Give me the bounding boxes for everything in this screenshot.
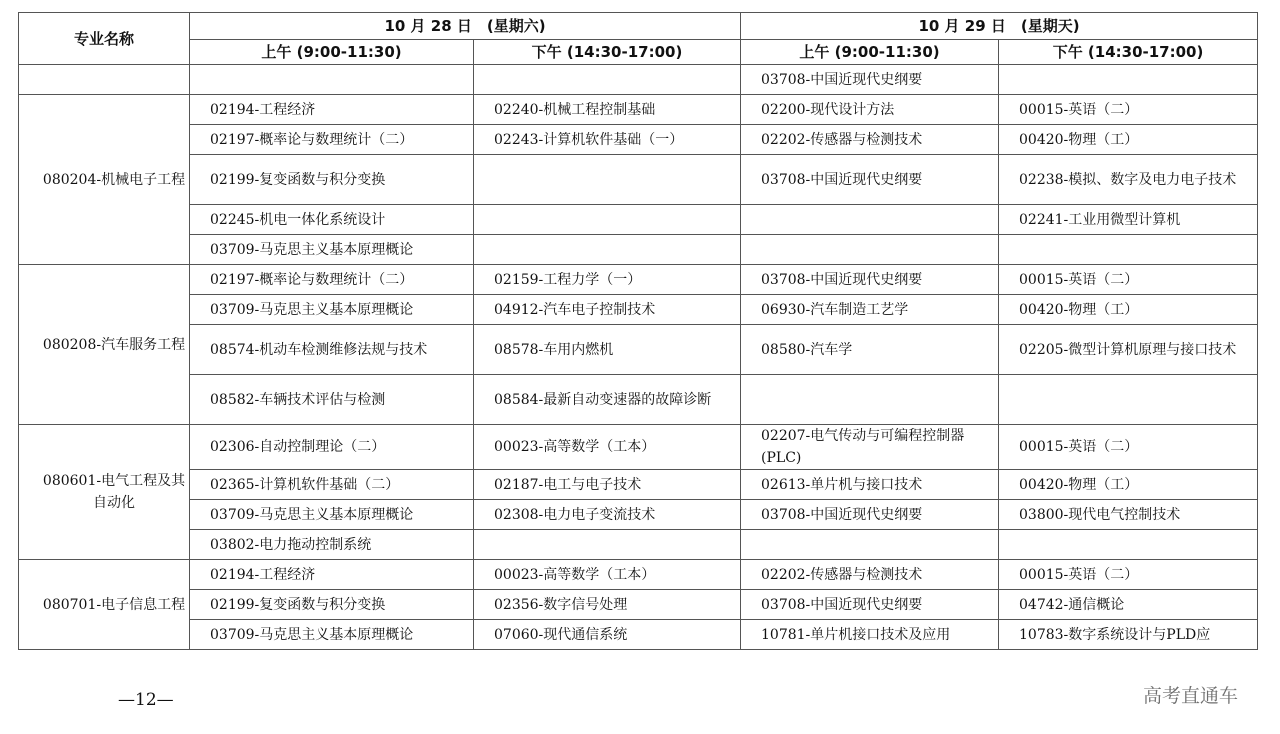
course-cell: 00015-英语（二） <box>999 265 1258 295</box>
table-row <box>19 530 1258 560</box>
course-cell: 02241-工业用微型计算机 <box>999 205 1258 235</box>
major-cell: 080208-汽车服务工程 <box>19 265 190 425</box>
course-cell: 03708-中国近现代史纲要 <box>741 155 999 205</box>
course-cell: 00023-高等数学（工本） <box>474 425 741 470</box>
table-row <box>19 560 1258 590</box>
course-cell: 03709-马克思主义基本原理概论 <box>190 235 474 265</box>
table-row <box>19 470 1258 500</box>
header-day2: 10 月 29 日 (星期天) <box>741 13 1258 40</box>
course-cell: 00420-物理（工） <box>999 295 1258 325</box>
header-day1: 10 月 28 日 (星期六) <box>190 13 741 40</box>
course-cell: 02194-工程经济 <box>190 560 474 590</box>
table-row <box>19 65 1258 95</box>
table-row <box>19 325 1258 375</box>
major-cell: 080601-电气工程及其自动化 <box>19 425 190 560</box>
course-cell: 02199-复变函数与积分变换 <box>190 590 474 620</box>
course-cell: 02306-自动控制理论（二） <box>190 425 474 470</box>
table-row <box>19 125 1258 155</box>
course-cell: 02199-复变函数与积分变换 <box>190 155 474 205</box>
course-cell: 02356-数字信号处理 <box>474 590 741 620</box>
course-cell: 03709-马克思主义基本原理概论 <box>190 295 474 325</box>
course-cell: 03709-马克思主义基本原理概论 <box>190 620 474 650</box>
table-row <box>19 620 1258 650</box>
course-cell: 03709-马克思主义基本原理概论 <box>190 500 474 530</box>
course-cell: 03800-现代电气控制技术 <box>999 500 1258 530</box>
course-cell: 02197-概率论与数理统计（二） <box>190 125 474 155</box>
table-row <box>19 425 1258 470</box>
major-cell <box>19 65 190 95</box>
course-cell <box>474 530 741 560</box>
table-row <box>19 590 1258 620</box>
course-cell: 02207-电气传动与可编程控制器(PLC) <box>741 425 999 470</box>
table-row <box>19 95 1258 125</box>
table-row <box>19 265 1258 295</box>
major-cell: 080204-机械电子工程 <box>19 95 190 265</box>
course-cell: 02308-电力电子变流技术 <box>474 500 741 530</box>
course-cell <box>999 375 1258 425</box>
course-cell <box>741 235 999 265</box>
header-day1-am: 上午 (9:00-11:30) <box>190 40 474 65</box>
course-cell: 02243-计算机软件基础（一） <box>474 125 741 155</box>
course-cell: 02613-单片机与接口技术 <box>741 470 999 500</box>
course-cell: 07060-现代通信系统 <box>474 620 741 650</box>
course-cell <box>741 530 999 560</box>
course-cell: 02202-传感器与检测技术 <box>741 125 999 155</box>
course-cell <box>474 235 741 265</box>
header-day2-pm: 下午 (14:30-17:00) <box>999 40 1258 65</box>
course-cell <box>474 65 741 95</box>
course-cell: 10783-数字系统设计与PLD应 <box>999 620 1258 650</box>
course-cell: 00015-英语（二） <box>999 560 1258 590</box>
page-number: —12— <box>118 690 174 710</box>
course-cell: 00015-英语（二） <box>999 95 1258 125</box>
course-cell: 02159-工程力学（一） <box>474 265 741 295</box>
course-cell: 00015-英语（二） <box>999 425 1258 470</box>
course-cell: 06930-汽车制造工艺学 <box>741 295 999 325</box>
header-major-name: 专业名称 <box>19 13 190 65</box>
course-cell: 03708-中国近现代史纲要 <box>741 500 999 530</box>
course-cell: 04912-汽车电子控制技术 <box>474 295 741 325</box>
header-day1-pm: 下午 (14:30-17:00) <box>474 40 741 65</box>
table-row <box>19 155 1258 205</box>
course-cell: 02202-传感器与检测技术 <box>741 560 999 590</box>
course-cell <box>999 530 1258 560</box>
exam-schedule-table <box>18 12 1258 650</box>
course-cell: 10781-单片机接口技术及应用 <box>741 620 999 650</box>
watermark-text: 高考直通车 <box>1143 685 1239 707</box>
course-cell: 02238-模拟、数字及电力电子技术 <box>999 155 1258 205</box>
course-cell <box>190 65 474 95</box>
course-cell: 02197-概率论与数理统计（二） <box>190 265 474 295</box>
course-cell <box>999 65 1258 95</box>
major-cell: 080701-电子信息工程 <box>19 560 190 650</box>
course-cell: 08584-最新自动变速器的故障诊断 <box>474 375 741 425</box>
course-cell: 02240-机械工程控制基础 <box>474 95 741 125</box>
course-cell: 02187-电工与电子技术 <box>474 470 741 500</box>
course-cell <box>741 205 999 235</box>
table-row <box>19 205 1258 235</box>
course-cell: 08582-车辆技术评估与检测 <box>190 375 474 425</box>
course-cell: 00420-物理（工） <box>999 470 1258 500</box>
course-cell: 00420-物理（工） <box>999 125 1258 155</box>
header-day2-am: 上午 (9:00-11:30) <box>741 40 999 65</box>
course-cell: 00023-高等数学（工本） <box>474 560 741 590</box>
course-cell <box>474 155 741 205</box>
course-cell: 02200-现代设计方法 <box>741 95 999 125</box>
course-cell <box>999 235 1258 265</box>
header-row-sessions <box>19 40 1258 65</box>
course-cell: 02205-微型计算机原理与接口技术 <box>999 325 1258 375</box>
course-cell <box>741 375 999 425</box>
course-cell: 02245-机电一体化系统设计 <box>190 205 474 235</box>
course-cell: 02365-计算机软件基础（二） <box>190 470 474 500</box>
course-cell: 04742-通信概论 <box>999 590 1258 620</box>
course-cell: 03802-电力拖动控制系统 <box>190 530 474 560</box>
course-cell: 03708-中国近现代史纲要 <box>741 265 999 295</box>
header-row-dates <box>19 13 1258 40</box>
table-row <box>19 295 1258 325</box>
table-row <box>19 375 1258 425</box>
course-cell: 08580-汽车学 <box>741 325 999 375</box>
course-cell: 03708-中国近现代史纲要 <box>741 590 999 620</box>
course-cell <box>474 205 741 235</box>
table-row <box>19 235 1258 265</box>
table-row <box>19 500 1258 530</box>
course-cell: 08578-车用内燃机 <box>474 325 741 375</box>
course-cell: 08574-机动车检测维修法规与技术 <box>190 325 474 375</box>
course-cell: 02194-工程经济 <box>190 95 474 125</box>
course-cell: 03708-中国近现代史纲要 <box>741 65 999 95</box>
